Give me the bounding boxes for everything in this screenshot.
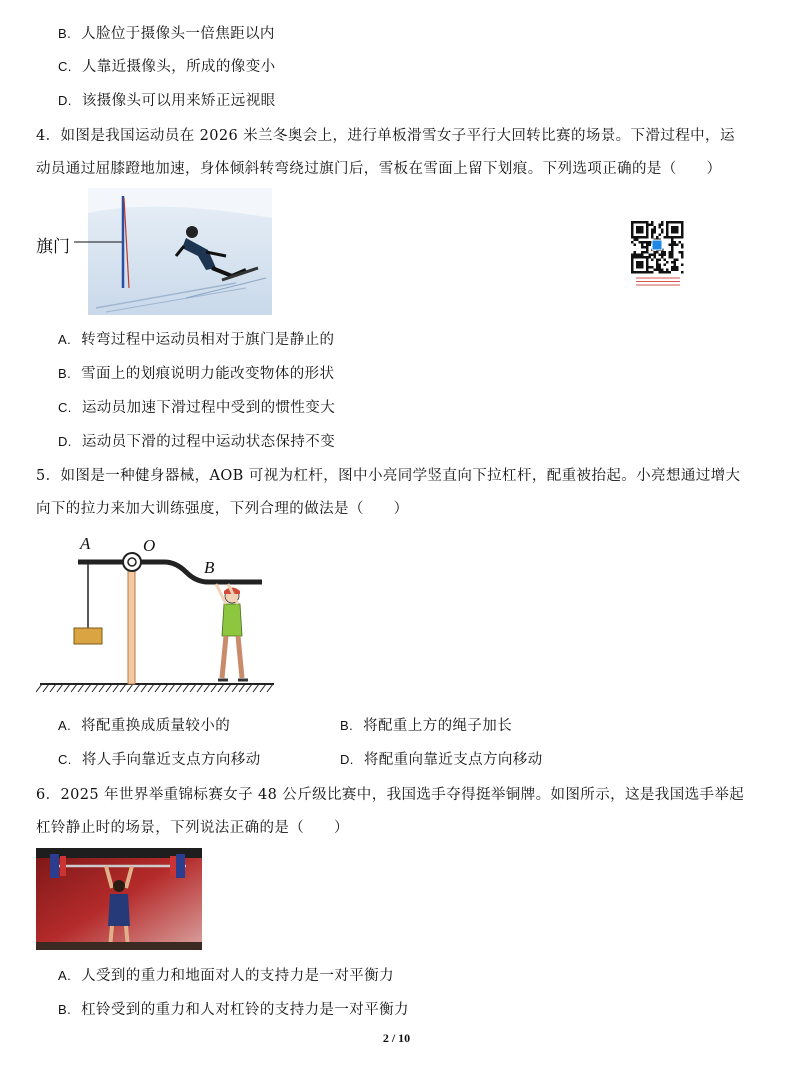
flag-gate-label: 旗门 [36,237,70,257]
q4-option-a: A. 转弯过程中运动员相对于旗门是静止的 [58,332,335,348]
qr-code-icon [626,220,690,288]
q5-option-c: C. 将人手向靠近支点方向移动 [58,752,261,768]
q5-option-b: B. 将配重上方的绳子加长 [340,718,513,734]
q4-option-d: D. 运动员下滑的过程中运动状态保持不变 [58,434,336,450]
q3-option-b: B. 人脸位于摄像头一倍焦距以内 [58,26,275,42]
q6-stem-line2: 杠铃静止时的场景，下列说法正确的是（ ） [36,820,349,836]
q5-stem-line2: 向下的拉力来加大训练强度，下列合理的做法是（ ） [36,501,409,517]
q3-option-d: D. 该摄像头可以用来矫正远视眼 [58,93,276,109]
page-number: 2 / 10 [382,1031,411,1045]
q5-stem-line1: 5．如图是一种健身器械，AOB 可视为杠杆，图中小亮同学竖直向下拉杠杆，配重被抬起。小亮想通过增大 [36,468,741,484]
q6-option-a: A. 人受到的重力和地面对人的支持力是一对平衡力 [58,968,394,984]
q4-stem-line2: 动员通过屈膝蹬地加速，身体倾斜转弯绕过旗门后，雪板在雪面上留下划痕。下列选项正确的是（ ） [36,161,722,177]
q6-weightlifter-photo [36,848,202,950]
q3-option-c: C. 人靠近摄像头，所成的像变小 [58,59,276,75]
q4-snowboard-figure [36,188,272,315]
student-figure-icon [216,584,248,680]
q5-option-d: D. 将配重向靠近支点方向移动 [340,752,543,768]
q6-stem-line1: 6．2025 年世界举重锦标赛女子 48 公斤级比赛中，我国选手夺得挺举铜牌。如图所示，这是我国选手举起 [36,787,745,803]
q4-option-c: C. 运动员加速下滑过程中受到的惯性变大 [58,400,336,416]
label-o: O [143,536,156,555]
q4-stem-line1: 4．如图是我国运动员在 2026 米兰冬奥会上，进行单板滑雪女子平行大回转比赛的场景。下滑过程中，运 [36,128,735,144]
q4-option-b: B. 雪面上的划痕说明力能改变物体的形状 [58,366,335,382]
q6-option-b: B. 杠铃受到的重力和人对杠铃的支持力是一对平衡力 [58,1002,409,1018]
label-b: B [204,558,215,577]
q5-option-a: A. 将配重换成质量较小的 [58,718,231,734]
label-a: A [80,534,91,553]
q5-lever-figure [36,532,280,700]
